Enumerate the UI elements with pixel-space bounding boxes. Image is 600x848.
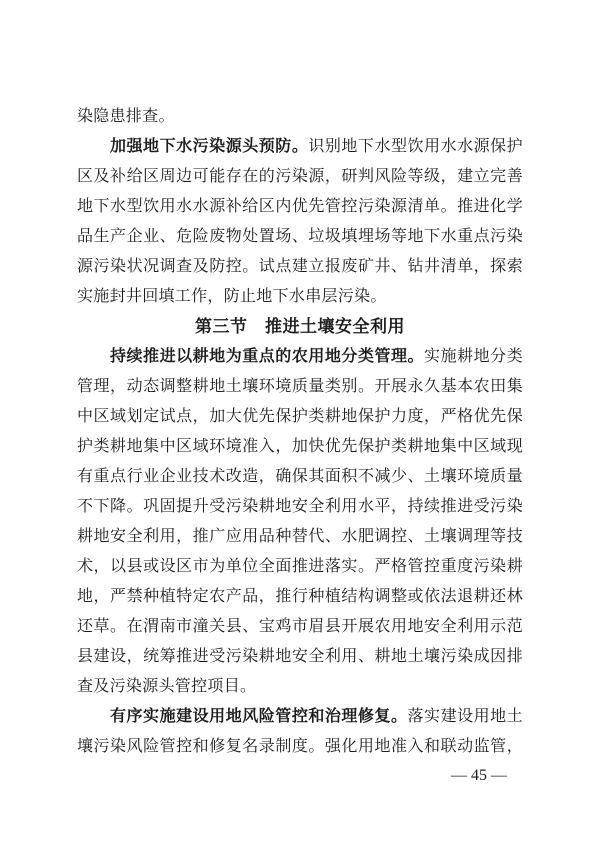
text-line	[77, 132, 523, 162]
text-run: 区及补给区周边可能存在的污染源，研判风险等级，建立完善	[77, 168, 523, 185]
page-number: — 45 —	[451, 767, 507, 784]
text-line	[77, 252, 523, 282]
text-run: 染隐患排查。	[77, 108, 175, 125]
text-run: 有重点行业企业技术改造，确保其面积不减少、土壤环境质量	[77, 468, 523, 485]
text-line	[77, 552, 523, 582]
text-run: 壤污染风险管控和修复名录制度。强化用地准入和联动监管，	[77, 738, 523, 755]
text-run: 源污染状况调查及防控。试点建立报废矿井、钻井清单，探索	[77, 258, 523, 275]
text-run: 查及污染源头管控项目。	[77, 678, 257, 695]
text-line	[77, 732, 523, 762]
bold-text-run: 第三节 推进土壤安全利用	[195, 317, 405, 336]
text-line	[77, 462, 523, 492]
text-run: 识别地下水型饮用水水源保护	[308, 138, 523, 155]
text-line	[77, 702, 523, 732]
text-line	[77, 642, 523, 672]
text-run: 品生产企业、危险废物处置场、垃圾填埋场等地下水重点污染	[77, 228, 523, 245]
text-run: 县建设，统筹推进受污染耕地安全利用、耕地土壤污染成因排	[77, 648, 523, 665]
document-body	[77, 102, 523, 762]
text-run: 地下水型饮用水水源补给区内优先管控污染源清单。推进化学	[77, 198, 523, 215]
text-line	[77, 402, 523, 432]
text-line	[77, 672, 523, 702]
text-line	[77, 582, 523, 612]
bold-text-run: 持续推进以耕地为重点的农用地分类管理。	[110, 348, 425, 365]
text-line	[77, 522, 523, 552]
text-run: 实施封井回填工作，防止地下水串层污染。	[77, 288, 387, 305]
text-line	[77, 372, 523, 402]
bold-text-run: 加强地下水污染源头预防。	[110, 138, 309, 155]
bold-text-run: 有序实施建设用地风险管控和治理修复。	[110, 708, 408, 725]
text-line	[77, 492, 523, 522]
text-line	[77, 432, 523, 462]
text-run: 实施耕地分类	[424, 348, 523, 365]
text-run: 落实建设用地土	[407, 708, 523, 725]
text-line	[77, 612, 523, 642]
text-run: 中区域划定试点，加大优先保护类耕地保护力度，严格优先保	[77, 408, 523, 425]
section-heading	[77, 312, 523, 342]
text-run: 术，以县或设区市为单位全面推进落实。严格管控重度污染耕	[77, 558, 523, 575]
text-line	[77, 162, 523, 192]
text-run: 护类耕地集中区域环境准入，加快优先保护类耕地集中区域现	[77, 438, 523, 455]
text-run: 管理，动态调整耕地土壤环境质量类别。开展永久基本农田集	[77, 378, 523, 395]
text-run: 地，严禁种植特定农产品，推行种植结构调整或依法退耕还林	[77, 588, 523, 605]
text-line	[77, 102, 523, 132]
text-run: 还草。在渭南市潼关县、宝鸡市眉县开展农用地安全利用示范	[77, 618, 523, 635]
text-line	[77, 222, 523, 252]
text-line	[77, 192, 523, 222]
text-line	[77, 342, 523, 372]
text-run: 不下降。巩固提升受污染耕地安全利用水平，持续推进受污染	[77, 498, 523, 515]
text-run: 耕地安全利用，推广应用品种替代、水肥调控、土壤调理等技	[77, 528, 523, 545]
text-line	[77, 282, 523, 312]
